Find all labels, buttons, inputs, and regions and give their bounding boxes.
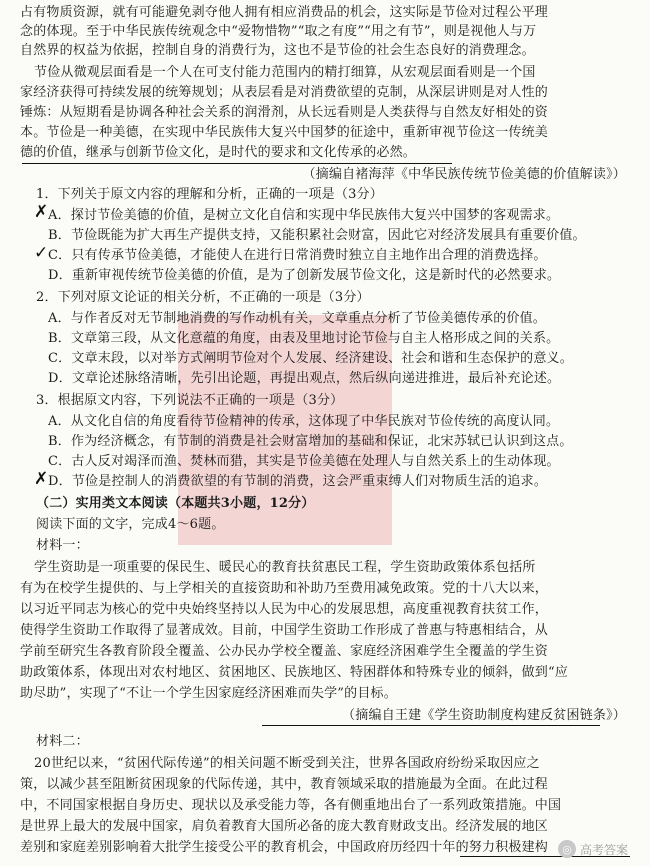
question-1: 1．下列关于原文内容的理解和分析，正确的一项是（3分） <box>36 187 383 202</box>
question-1-option-c: C．只有传承节俭美德，才能使人在进行日常消费时独立自主地作出合理的消费选择。 <box>48 248 547 263</box>
question-2-option-a: A．与作者反对无节制地消费的写作动机有关，文章重点分析了节俭美德传承的价值。 <box>48 311 546 326</box>
question-3-option-b: B．作为经济概念，有节制的消费是社会财富增加的基础和保证，北宋苏轼已认识到这点。 <box>48 434 573 449</box>
handwritten-underline <box>262 725 600 726</box>
logo-icon: ◎ <box>558 840 576 858</box>
material-heading: 材料二： <box>36 734 89 749</box>
question-3-option-a: A．从文化自信的角度看待节俭精神的传承，这体现了中华民族对节俭传统的高度认同。 <box>48 414 560 429</box>
question-3-option-c: C．古人反对竭泽而渔、焚林而猎，其实是节俭美德在处理人与自然关系上的生动体现。 <box>48 454 560 469</box>
section-heading: （二）实用类文本阅读（本题共3小题，12分） <box>36 496 315 511</box>
material-heading: 材料一： <box>36 538 89 553</box>
question-3-option-d: D．节俭是控制人的消费欲望的有节制的消费，这会严重束缚人们对物质生活的追求。 <box>48 474 548 489</box>
text-line: 念的体现。至于中华民族传统观念中“爱物惜物”“取之有度”“用之有节”，则是视他人与万 <box>20 24 537 39</box>
handwritten-cross-mark: ✗ <box>34 469 49 489</box>
text-line: 是世界上最大的发展中国家，肩负着教育大国所必备的庞大教育财政支出。经济发展的地区 <box>20 819 549 834</box>
handwritten-cross-mark: ✗ <box>34 202 49 222</box>
text-line: 学前至研究生各教育阶段全覆盖、公办民办学校全覆盖、家庭经济困难学生全覆盖的学生资 <box>20 644 549 659</box>
logo-text: 高考答案 <box>580 842 629 857</box>
question-2-option-d: D．文章论述脉络清晰，先引出论题，再提出观点，然后纵向递进推进，最后补充论述。 <box>48 371 561 386</box>
question-2-option-b: B．文章第三段，从文化意蕴的角度，由表及里地讨论节俭与自主人格形成之间的关系。 <box>48 331 560 346</box>
text-line: 占有物质资源，就有可能避免剥夺他人拥有相应消费品的机会，这实际是节俭对过程公平理 <box>20 5 549 20</box>
handwritten-underline <box>22 163 452 164</box>
question-1-option-a: A．探讨节俭美德的价值，是树立文化自信和实现中华民族伟大复兴中国梦的客观需求。 <box>48 208 560 223</box>
text-line: 自然界的权益为依据，控制自身的消费行为，这也不是节俭的社会生态良好的消费理念。 <box>20 43 535 58</box>
text-line: 差别和家庭差别影响着大批学生接受公平的教育机会，中国政府历经四十年的努力积极建构 <box>20 840 549 855</box>
text-line: 助尽助”，实现了“不让一个学生因家庭经济困难而失学”的目标。 <box>20 686 397 701</box>
source-citation: （摘编自褚海萍《中华民族传统节俭美德的价值解读》） <box>302 167 626 182</box>
question-2: 2．下列对原文论证的相关分析，不正确的一项是（3分） <box>36 290 370 305</box>
text-line: 20世纪以来，“贫困代际传递”的相关问题不断受到关注，世界各国政府纷纷采取因应之 <box>34 756 540 771</box>
text-line: 策，以减少甚至阻断贫困现象的代际传递，其中，教育领域采取的措施最为全面。在此过程 <box>20 777 549 792</box>
text-line: 使得学生资助工作取得了显著成效。目前，中国学生资助工作形成了普惠与特惠相结合，从 <box>20 623 549 638</box>
text-line: 学生资助是一项重要的保民生、暖民心的教育扶贫惠民工程，学生资助政策体系包括所 <box>34 560 536 575</box>
text-line: 中，不同国家根据自身历史、现状以及承受能力等，各有侧重地出台了一系列政策措施。中国 <box>20 798 562 813</box>
text-line: 家经济获得可持续发展的统筹规划；从表层看是对消费欲望的克制，从深层讲则是对人性的 <box>20 85 549 100</box>
text-line: 节俭从微观层面看是一个人在可支付能力范围内的精打细算，从宏观层面看则是一个国 <box>34 65 536 80</box>
source-citation: （摘编自王建《学生资助制度构建反贫困链条》） <box>342 708 626 723</box>
watermark-logo <box>558 836 642 862</box>
question-1-option-d: D．重新审视传统节俭美德的价值，是为了创新发展节俭文化，这是新时代的必然要求。 <box>48 268 561 283</box>
instruction: 阅读下面的文字，完成4～6题。 <box>36 517 225 532</box>
question-3: 3．根据原文内容，下列说法不正确的一项是（3分） <box>36 393 344 408</box>
text-line: 助政策体系，体现出对农村地区、贫困地区、民族地区、特困群体和特殊专业的倾斜，做到“应 <box>20 665 569 680</box>
text-line: 锤炼：从短期看是协调各种社会关系的润滑剂，从长远看则是人类获得与自然友好相处的资 <box>20 105 549 120</box>
text-line: 有为在校学生提供的、与上学相关的直接资助和补助乃至费用减免政策。党的十八大以来， <box>20 581 549 596</box>
handwritten-check-mark: ✓ <box>34 243 49 263</box>
question-1-option-b: B．节俭既能为扩大再生产提供支持，又能积累社会财富，因此它对经济发展具有重要价值。 <box>48 228 586 243</box>
text-line: 以习近平同志为核心的党中央始终坚持以人民为中心的发展思想，高度重视教育扶贫工作， <box>20 602 549 617</box>
text-line: 本。节俭是一种美德，在实现中华民族伟大复兴中国梦的征途中，重新审视节俭这一传统美 <box>20 125 549 140</box>
text-line-underlined: 德的价值，继承与创新节俭文化，是时代的要求和文化传承的必然。 <box>20 145 417 160</box>
question-2-option-c: C．文章末段，以对举方式阐明节俭对个人发展、经济建设、社会和谐和生态保护的意义。 <box>48 351 573 366</box>
